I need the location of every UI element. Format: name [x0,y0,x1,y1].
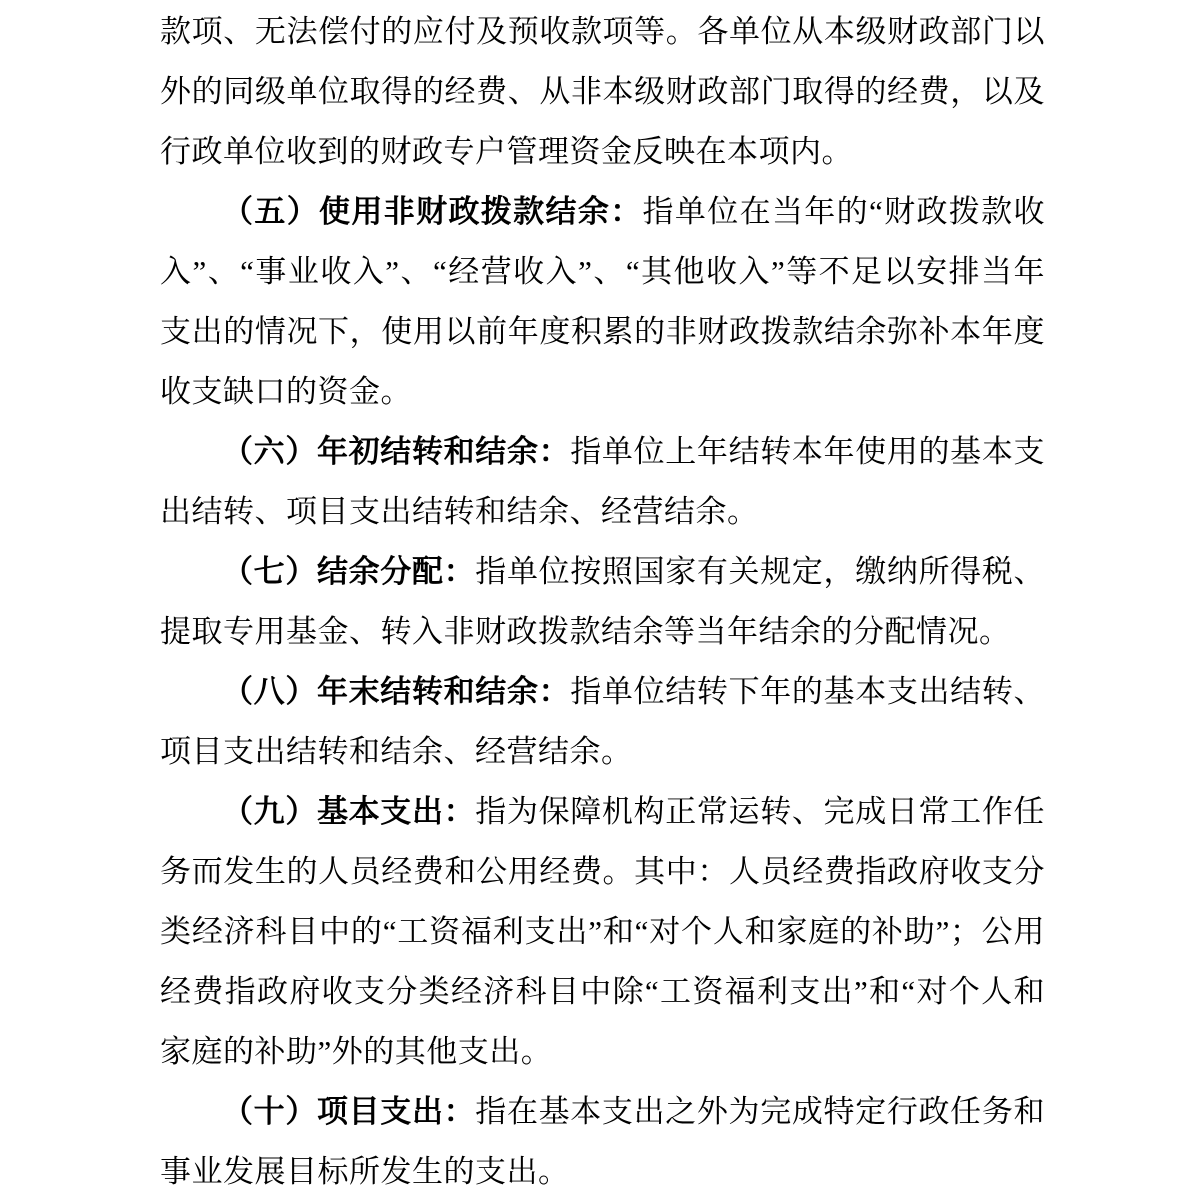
paragraph-head: （九）基本支出： [222,794,476,829]
paragraph-head: （六）年初结转和结余： [222,434,571,469]
paragraph-head: （五）使用非财政拨款结余： [222,194,643,229]
paragraph-body: 指在基本支出之外为完成特定行政任务和事业发展目标所发生的支出。 [160,1094,1045,1189]
paragraph-body: 款项、无法偿付的应付及预收款项等。各单位从本级财政部门以外的同级单位取得的经费、从非本级财政部门取得的经费，以及行政单位收到的财政专户管理资金反映在本项内。 [160,14,1045,169]
paragraph [160,2,1045,182]
paragraph-body: 指单位在当年的“财政拨款收入”、“事业收入”、“经营收入”、“其他收入”等不足以安排当年支出的情况下，使用以前年度积累的非财政拨款结余弥补本年度收支缺口的资金。 [160,194,1045,409]
paragraph [160,1082,1045,1202]
paragraph-head: （八）年末结转和结余： [222,674,571,709]
paragraph [160,542,1045,662]
paragraph-body: 指为保障机构正常运转、完成日常工作任务而发生的人员经费和公用经费。其中：人员经费指政府收支分类经济科目中的“工资福利支出”和“对个人和家庭的补助”；公用经费指政府收支分类经济科目中除“工资福利支出”和“对个人和家庭的补助”外的其他支出。 [160,794,1045,1069]
paragraph-body: 指单位上年结转本年使用的基本支出结转、项目支出结转和结余、经营结余。 [160,434,1046,529]
paragraph [160,182,1045,422]
paragraph-body: 指单位结转下年的基本支出结转、项目支出结转和结余、经营结余。 [160,674,1046,769]
paragraph [160,782,1045,1082]
paragraph-head: （七）结余分配： [222,554,476,589]
paragraph-body: 指单位按照国家有关规定，缴纳所得税、提取专用基金、转入非财政拨款结余等当年结余的分配情况。 [160,554,1045,649]
paragraph [160,422,1045,542]
paragraph-head: （十）项目支出： [222,1094,476,1129]
paragraph [160,662,1045,782]
